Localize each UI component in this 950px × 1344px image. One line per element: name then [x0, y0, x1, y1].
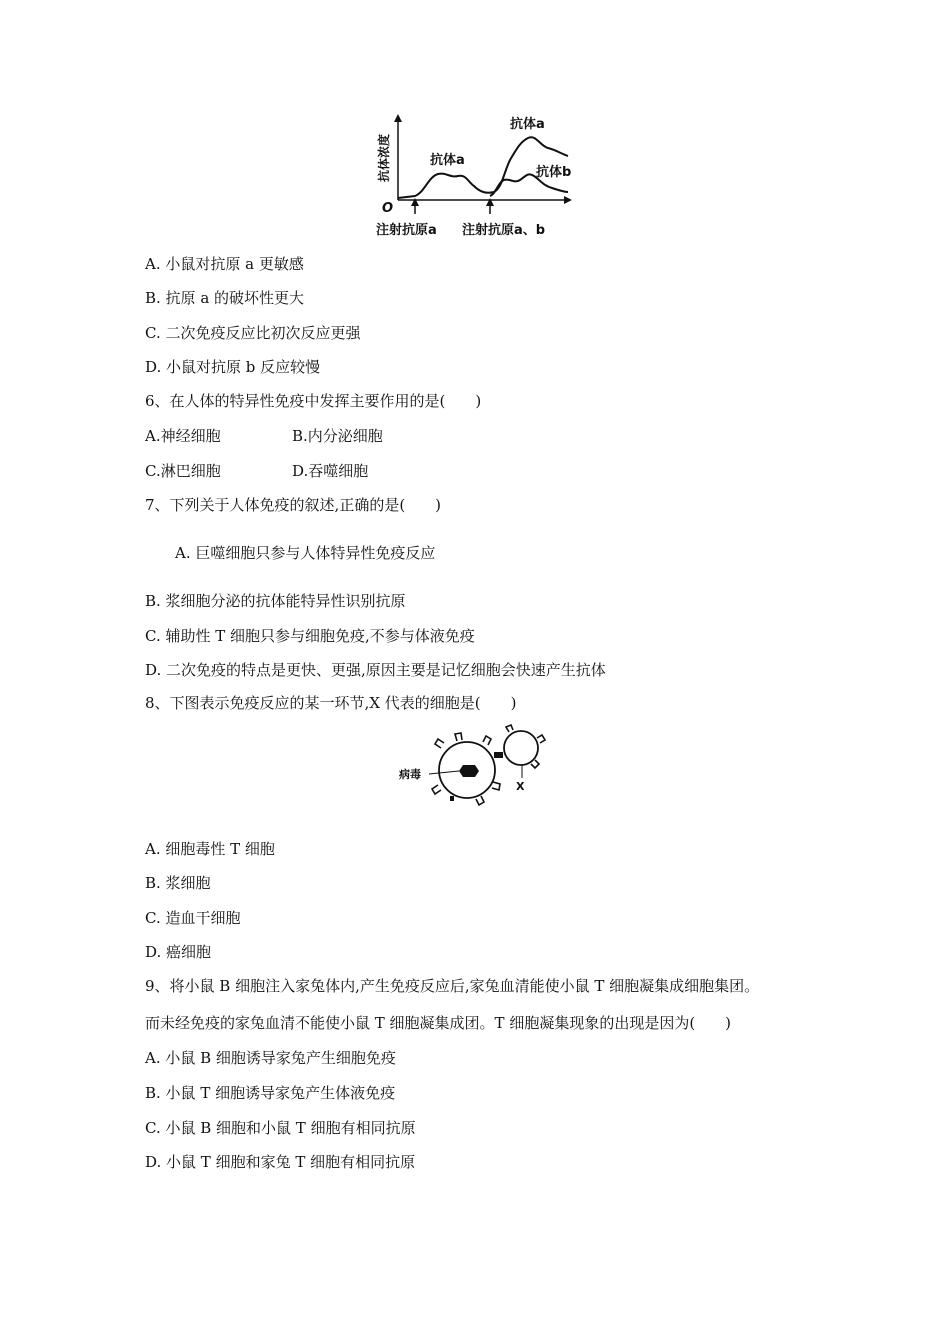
antibody-figure — [370, 112, 580, 242]
q9-option-a: A. 小鼠 B 细胞诱导家兔产生细胞免疫 — [145, 1049, 396, 1067]
q7-option-d: D. 二次免疫的特点是更快、更强,原因主要是记忆细胞会快速产生抗体 — [145, 661, 606, 679]
q6-option-d: D.吞噬细胞 — [292, 462, 369, 480]
q6-stem: 6、在人体的特异性免疫中发挥主要作用的是( ) — [145, 392, 482, 410]
injection-arrowhead-1 — [411, 198, 419, 206]
x-axis-arrowhead — [564, 196, 572, 204]
q5-option-d: D. 小鼠对抗原 b 反应较慢 — [145, 358, 321, 376]
x-label: X — [516, 780, 525, 793]
virus-label: 病毒 — [399, 768, 421, 781]
q6-option-b: B.内分泌细胞 — [292, 427, 383, 445]
origin-label: O — [382, 201, 394, 216]
q5-option-c: C. 二次免疫反应比初次反应更强 — [145, 324, 361, 342]
curve-label-a-primary: 抗体a — [430, 153, 465, 168]
q7-stem: 7、下列关于人体免疫的叙述,正确的是( ) — [145, 496, 442, 514]
injection-label-2: 注射抗原a、b — [462, 223, 546, 238]
y-axis-label: 抗体浓度 — [377, 133, 391, 182]
x-cell — [504, 731, 538, 765]
small-bound-marker — [450, 796, 454, 801]
q8-option-b: B. 浆细胞 — [145, 874, 211, 892]
cell-binding-site — [494, 752, 503, 758]
q8-stem: 8、下图表示免疫反应的某一环节,X 代表的细胞是( ) — [145, 694, 517, 712]
q9-stem-line-1: 9、将小鼠 B 细胞注入家兔体内,产生免疫反应后,家兔血清能使小鼠 T 细胞凝集成细胞集团。 — [145, 977, 760, 995]
q5-option-a: A. 小鼠对抗原 a 更敏感 — [145, 255, 304, 273]
q7-option-c: C. 辅助性 T 细胞只参与细胞免疫,不参与体液免疫 — [145, 627, 475, 645]
q9-option-d: D. 小鼠 T 细胞和家兔 T 细胞有相同抗原 — [145, 1153, 416, 1171]
q8-option-d: D. 癌细胞 — [145, 943, 212, 961]
q6-option-c: C.淋巴细胞 — [145, 462, 221, 480]
y-axis-arrowhead — [394, 114, 402, 122]
curve-label-b: 抗体b — [536, 165, 572, 180]
q7-option-a: A. 巨噬细胞只参与人体特异性免疫反应 — [175, 544, 436, 562]
q9-option-c: C. 小鼠 B 细胞和小鼠 T 细胞有相同抗原 — [145, 1119, 416, 1137]
q6-options-row-2 — [145, 461, 368, 481]
injection-label-1: 注射抗原a — [376, 223, 437, 238]
virus-hexagon — [459, 765, 479, 777]
antibody-figure-svg — [370, 112, 580, 242]
q8-option-a: A. 细胞毒性 T 细胞 — [145, 840, 275, 858]
q8-option-c: C. 造血干细胞 — [145, 909, 241, 927]
cell-figure-svg — [395, 724, 560, 806]
q7-option-b: B. 浆细胞分泌的抗体能特异性识别抗原 — [145, 592, 406, 610]
q5-option-b: B. 抗原 a 的破坏性更大 — [145, 289, 305, 307]
curve-label-a-secondary: 抗体a — [510, 117, 545, 132]
q9-option-b: B. 小鼠 T 细胞诱导家兔产生体液免疫 — [145, 1084, 396, 1102]
cell-figure — [395, 724, 560, 806]
q6-options-row-1 — [145, 426, 383, 446]
q9-stem-line-2: 而未经免疫的家兔血清不能使小鼠 T 细胞凝集成团。T 细胞凝集现象的出现是因为( ) — [145, 1014, 732, 1032]
q6-option-a: A.神经细胞 — [145, 427, 221, 445]
injection-arrowhead-2 — [486, 198, 494, 206]
